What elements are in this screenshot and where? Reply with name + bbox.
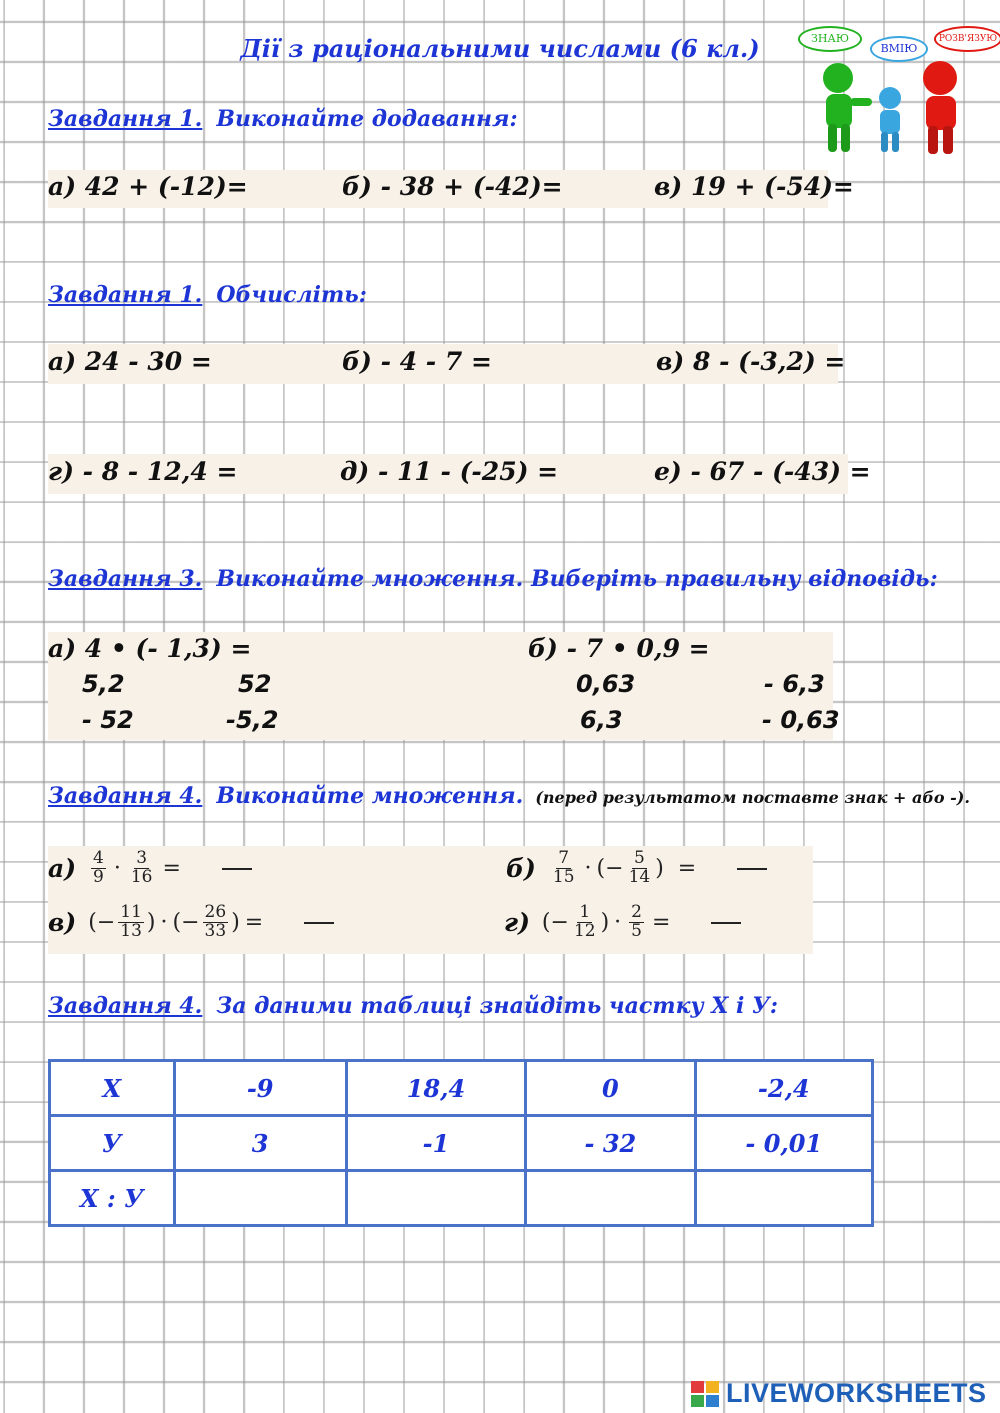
task1-heading (48, 106, 518, 132)
task4-item-b: б) $\frac{7}{15}$ · (− $\frac{5}{14}$ ) = (506, 850, 767, 887)
task2-item-e: д) - 11 - (-25) = (340, 457, 559, 486)
fraction: $\frac{4}{9}$ (93, 848, 104, 887)
xy-table (48, 1059, 874, 1227)
liveworksheets-logo (690, 1378, 987, 1409)
answer-blank[interactable] (222, 868, 252, 870)
task2-item-d-expr: - 8 - 12,4 = (82, 457, 238, 486)
task3-b-option-2[interactable]: - 6,3 (764, 670, 825, 698)
fraction: $\frac{5}{14}$ (628, 848, 651, 887)
bubble-can: ВМІЮ (870, 36, 928, 62)
page-title: Дії з раціональними числами (6 кл.) (240, 34, 760, 63)
task2-instruction: Обчисліть: (216, 282, 367, 308)
task2-item-b-expr: - 4 - 7 = (380, 347, 492, 376)
task1-label: Завдання 1. (48, 106, 203, 132)
task2-item-c-expr: 8 - (-3,2) = (692, 347, 846, 376)
task1-item-b-expr: - 38 + (-42)= (380, 172, 563, 201)
illustration (790, 20, 1000, 160)
table-cell: -1 (346, 1116, 525, 1171)
answer-blank[interactable] (737, 868, 767, 870)
fraction: $\frac{2}{5}$ (631, 902, 642, 941)
task2-item-d: г) - 8 - 12,4 = (48, 457, 238, 486)
table-cell: -9 (174, 1061, 346, 1116)
three-figures-icon (790, 20, 1000, 160)
task1-item-c: в) 19 + (-54)= (654, 172, 854, 201)
table-cell: - 0,01 (695, 1116, 872, 1171)
table-row-y (50, 1116, 873, 1171)
table-row-x (50, 1061, 873, 1116)
task2-item-c: в) 8 - (-3,2) = (656, 347, 846, 376)
task3-b-expr: б) - 7 • 0,9 = (528, 634, 710, 663)
task3-a-option-3[interactable]: - 52 (82, 706, 134, 734)
task3-a-expr: а) 4 • (- 1,3) = (48, 634, 252, 663)
task3-heading (48, 566, 938, 592)
task3-instruction: Виконайте множення. Виберіть правильну відповідь: (216, 566, 938, 592)
row-header-y: У (50, 1116, 175, 1171)
bubble-solve: РОЗВ'ЯЗУЮ (934, 26, 1000, 52)
answer-cell[interactable] (346, 1171, 525, 1226)
task4-item-c: в) (− $\frac{11}{13}$ ) · (− $\frac{26}{33}$ ) = (48, 904, 334, 941)
table-cell: 3 (174, 1116, 346, 1171)
task3-b-option-3[interactable]: 6,3 (580, 706, 623, 734)
task2-item-a: а) 24 - 30 = (48, 347, 212, 376)
table-cell: - 32 (526, 1116, 695, 1171)
task2-item-a-expr: 24 - 30 = (84, 347, 212, 376)
task4-label: Завдання 4. (48, 783, 203, 809)
row-header-x: Х (50, 1061, 175, 1116)
fraction: $\frac{3}{16}$ (130, 848, 153, 887)
liveworksheets-brand: LIVEWORKSHEETS (726, 1378, 987, 1408)
fraction: $\frac{26}{33}$ (204, 902, 227, 941)
answer-cell[interactable] (695, 1171, 872, 1226)
answer-blank[interactable] (304, 922, 334, 924)
answer-blank[interactable] (711, 922, 741, 924)
table-row-quotient (50, 1171, 873, 1226)
table-cell: -2,4 (695, 1061, 872, 1116)
task3-label: Завдання 3. (48, 566, 203, 592)
table-cell: 18,4 (346, 1061, 525, 1116)
task1-item-b: б) - 38 + (-42)= (342, 172, 563, 201)
answer-cell[interactable] (526, 1171, 695, 1226)
task3-a-option-4[interactable]: -5,2 (226, 706, 279, 734)
fraction: $\frac{1}{12}$ (573, 902, 596, 941)
task3-b-option-1[interactable]: 0,63 (576, 670, 636, 698)
task5-label: Завдання 4. (48, 993, 203, 1019)
task3-a-option-1[interactable]: 5,2 (82, 670, 125, 698)
task2-heading (48, 282, 367, 308)
task1-instruction: Виконайте додавання: (216, 106, 518, 132)
task3-a-option-2[interactable]: 52 (238, 670, 272, 698)
fraction: $\frac{11}{13}$ (120, 902, 142, 941)
task4-heading (48, 783, 970, 809)
answer-cell[interactable] (174, 1171, 346, 1226)
task2-item-f-expr: - 67 - (-43) = (690, 457, 871, 486)
task4-instruction: Виконайте множення. (216, 783, 524, 809)
task1-item-a: а) 42 + (-12)= (48, 172, 248, 201)
task2-item-f: е) - 67 - (-43) = (654, 457, 871, 486)
task1-item-c-expr: 19 + (-54)= (690, 172, 854, 201)
task2-item-e-expr: - 11 - (-25) = (377, 457, 559, 486)
task4-note: (перед результатом поставте знак + або -). (535, 788, 970, 807)
task4-item-a: а) $\frac{4}{9}$ · $\frac{3}{16}$ = (48, 850, 252, 887)
row-header-quotient: Х : У (50, 1171, 175, 1226)
task3-b-option-4[interactable]: - 0,63 (762, 706, 840, 734)
table-cell: 0 (526, 1061, 695, 1116)
task4-item-d: г) (− $\frac{1}{12}$ ) · $\frac{2}{5}$ = (504, 904, 741, 941)
task1-item-a-expr: 42 + (-12)= (84, 172, 248, 201)
liveworksheets-logo-icon (690, 1380, 720, 1408)
task5-instruction: За даними таблиці знайдіть частку Х і У: (216, 993, 778, 1019)
task2-label: Завдання 1. (48, 282, 203, 308)
fraction: $\frac{7}{15}$ (552, 848, 575, 887)
task5-heading (48, 993, 778, 1019)
bubble-know: ЗНАЮ (798, 26, 862, 52)
task2-item-b: б) - 4 - 7 = (342, 347, 492, 376)
